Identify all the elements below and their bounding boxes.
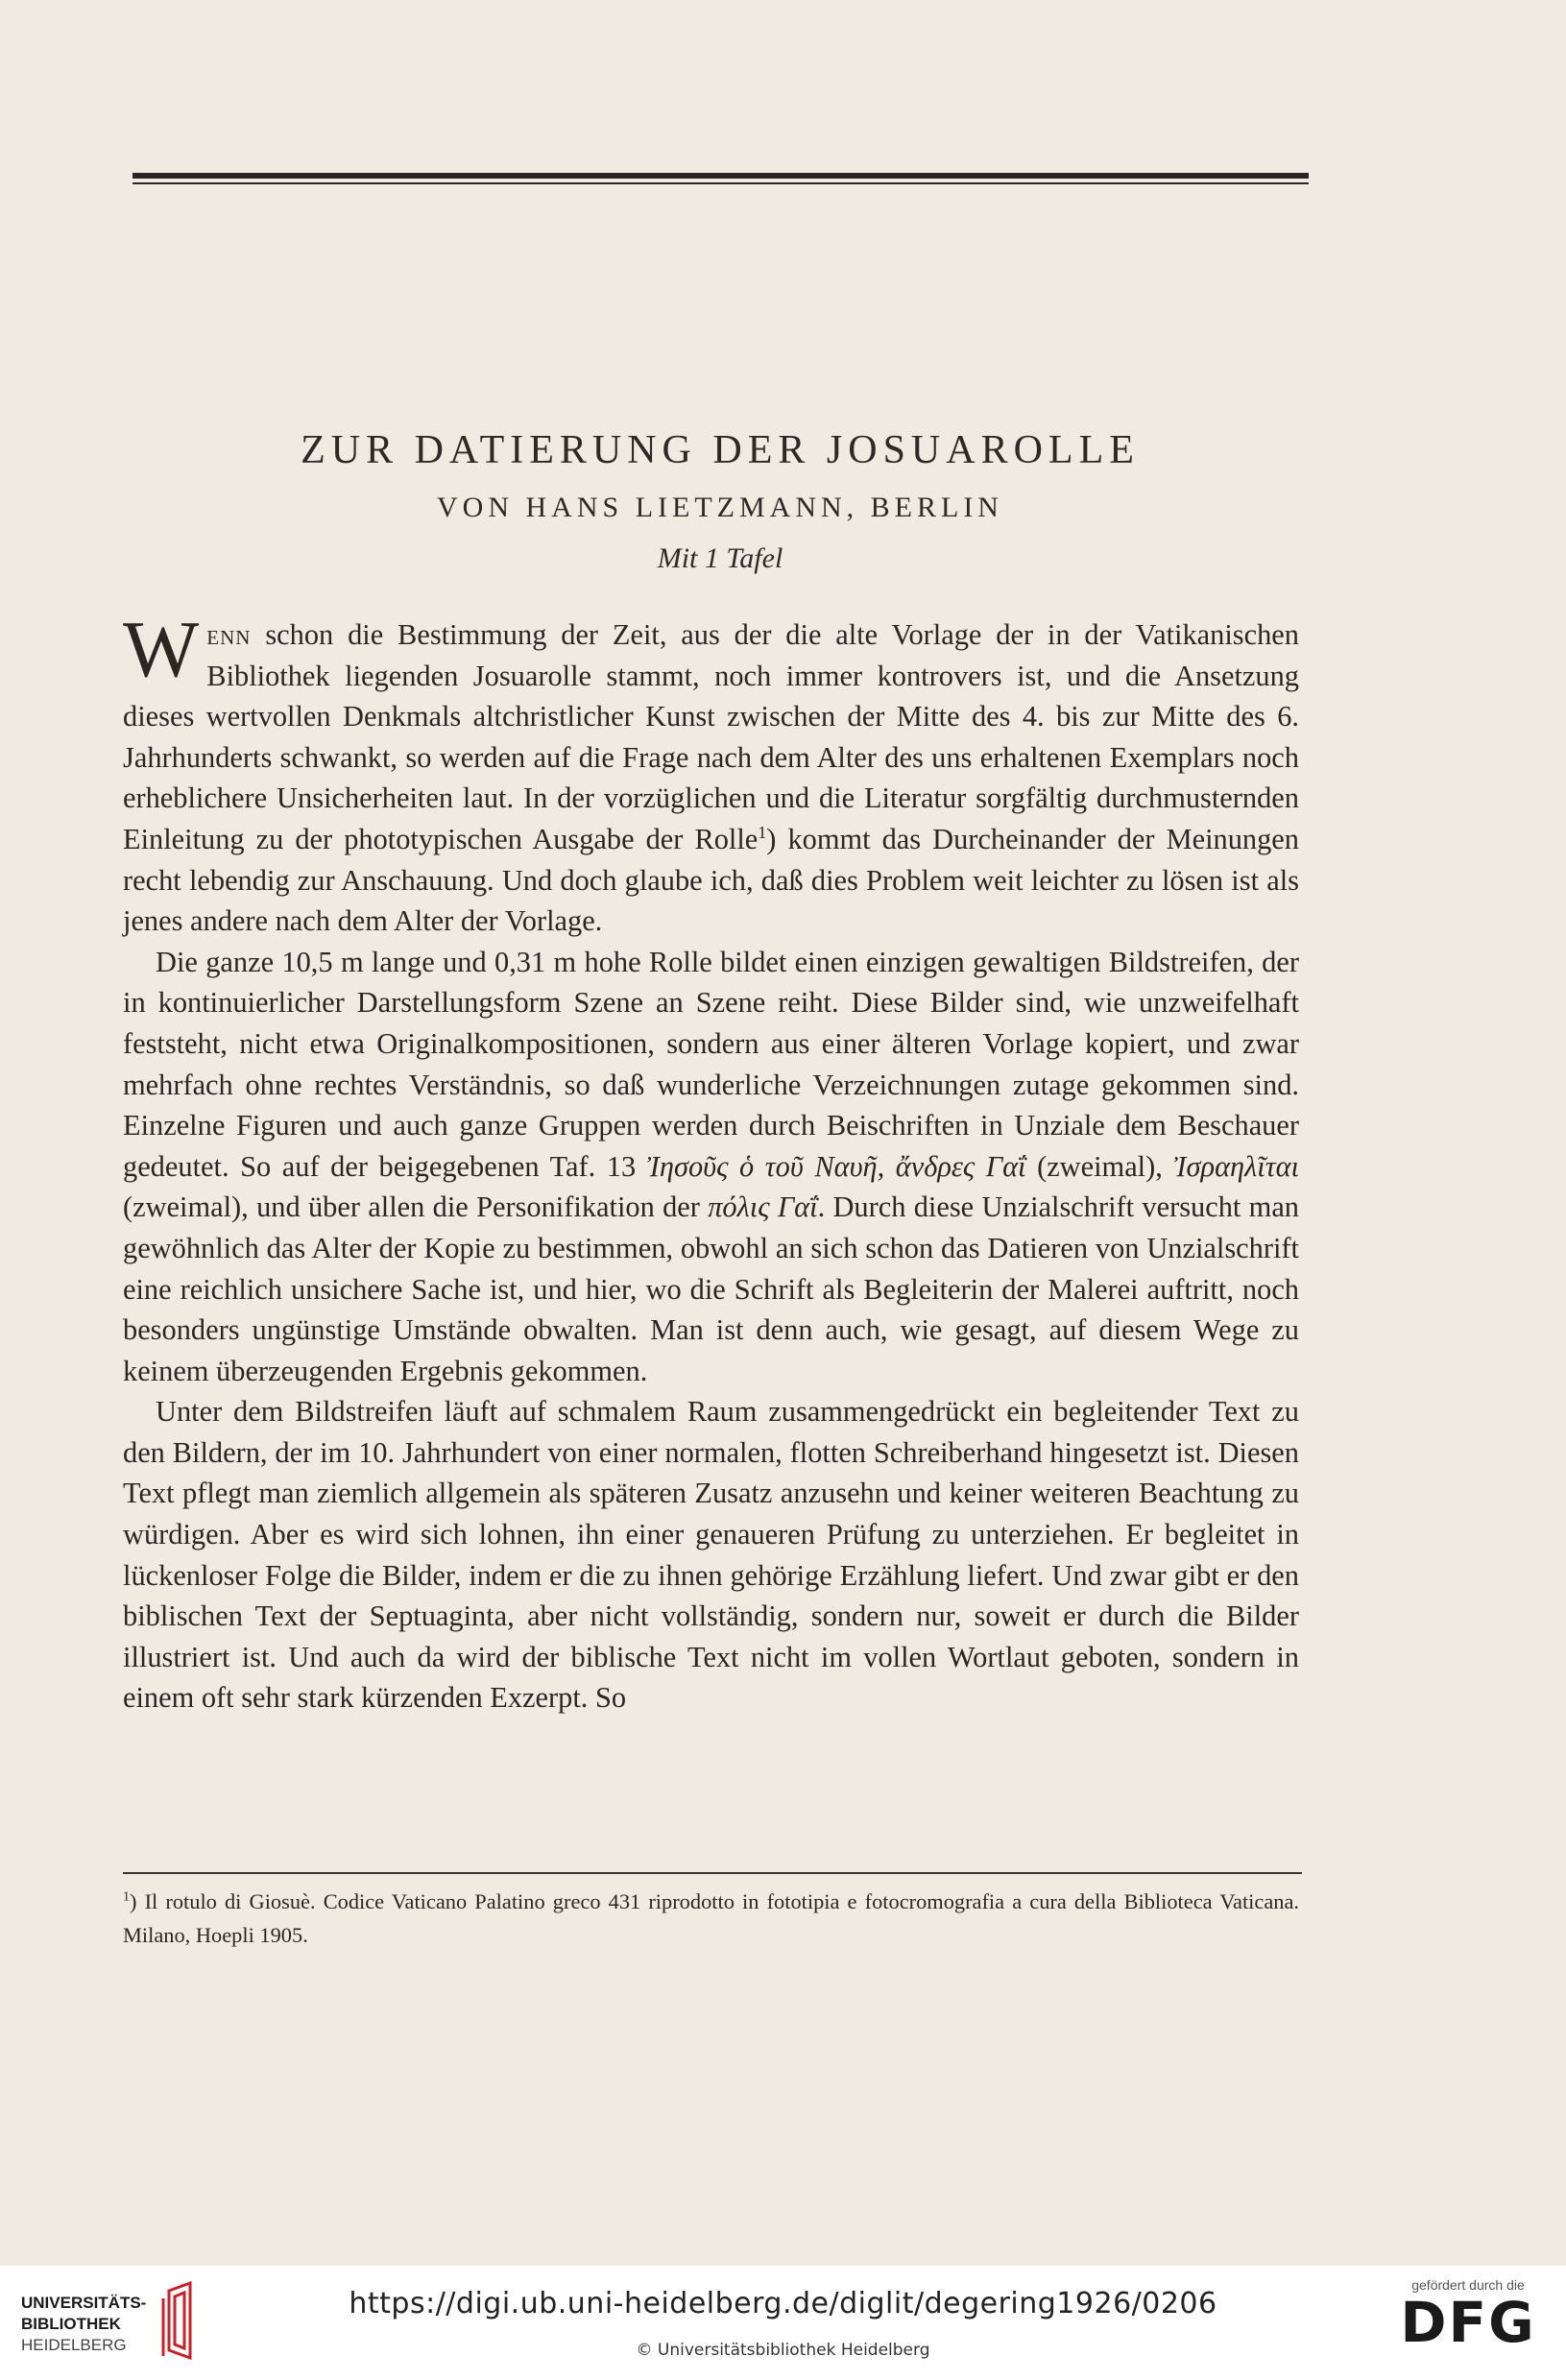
paragraph-2-text-c: (zweimal), und über allen die Personifikation der — [123, 1190, 709, 1224]
article-body — [123, 605, 1300, 1719]
drop-cap: W — [123, 605, 200, 694]
paragraph-2-text-b: (zweimal), — [1025, 1149, 1174, 1183]
library-name-line-1: UNIVERSITÄTS- — [21, 2294, 147, 2312]
paragraph-1 — [123, 605, 1299, 942]
funder-badge[interactable] — [1391, 2277, 1545, 2355]
library-name-line-2: BIBLIOTHEK — [21, 2315, 121, 2333]
dfg-logo: DFG — [1400, 2290, 1536, 2355]
top-rule — [133, 173, 1309, 179]
paragraph-2 — [123, 942, 1299, 1392]
paragraph-2-text-d: . Durch diese Unzialschrift versucht man gewöhnlich das Alter der Kopie zu bestimmen, obwohl an sich schon das Datieren von Unzialschrift eine reichlich unsichere Sache ist, und hier, wo die Schrift als Begleiterin der Malerei auftritt, noch besonders ungünstige Umstände obwalten. Man ist denn auch, wie gesagt, auf diesem Wege zu keinem überzeugenden Ergebnis gekommen. — [123, 1190, 1300, 1387]
paragraph-1-text-a: schon die Bestimmung der Zeit, aus der die alte Vorlage der in der Vatikanischen Bibliothek liegenden Josuarolle stammt, noch immer kontrovers ist, und die Ansetzung dieses wertvollen Denkmals altchristlicher Kunst zwischen der Mitte des 4. bis zur Mitte des 6. Jahrhunderts schwankt, so werden auf die Frage nach dem Alter des uns erhaltenen Exemplars noch erheblichere Unsicherheiten laut. In der vorzüglichen und die Literatur sorgfältig durchmusternden Einleitung zu der phototypischen Ausgabe der Rolle — [123, 618, 1299, 855]
paragraph-2-text-a: Die ganze 10,5 m lange und 0,31 m hohe Rolle bildet einen einzigen gewaltigen Bildstreifen, der in kontinuierlicher Darstellungsform Szene an Szene reiht. Diese Bilder sind, wie unzweifelhaft feststeht, nicht etwa Originalkompositionen, sondern aus einer älteren Vorlage kopiert, und zwar mehrfach ohne rechtes Verständnis, so daß wunderliche Verzeichnungen zutage gekommen sind. Einzelne Figuren und auch ganze Gruppen werden durch Beischriften in Unziale dem Beschauer gedeutet. So auf der beigegebenen Taf. 13 — [123, 945, 1299, 1183]
article-title: ZUR DATIERUNG DER JOSUAROLLE — [301, 428, 1140, 472]
viewer-footer — [0, 2266, 1566, 2380]
greek-inscription-b: Ἰσραηλῖται — [1173, 1149, 1299, 1183]
greek-inscription-c: πόλις Γαΐ — [708, 1190, 818, 1224]
footnote — [123, 1885, 1299, 1952]
smallcaps-word: enn — [206, 618, 252, 651]
footnote-mark: 1 — [123, 1889, 130, 1905]
funded-by-label: gefördert durch die — [1411, 2277, 1525, 2293]
permalink-url[interactable]: https://digi.ub.uni-heidelberg.de/diglit/degering1926/0206 — [349, 2287, 1217, 2320]
paragraph-3: Unter dem Bildstreifen läuft auf schmalem Raum zusammengedrückt ein begleitender Text zu den Bildern, der im 10. Jahrhundert von einer normalen, flotten Schreiberhand hingesetzt ist. Diesen Text pflegt man ziemlich allgemein als späteren Zusatz anzusehn und keiner weiteren Beachtung zu würdigen. Aber es wird sich lohnen, ihn einer genaueren Prüfung zu unterziehen. Er begleitet in lückenloser Folge die Bilder, indem er die zu ihnen gehörige Erzählung liefert. Und zwar gibt er den biblischen Text der Septuaginta, aber nicht vollständig, sondern nur, soweit er durch die Bilder illustriert ist. Und auch da wird der biblische Text nicht im vollen Wortlaut geboten, sondern in einem oft sehr stark kürzenden Exzerpt. So — [123, 1395, 1299, 1715]
greek-inscription-a: Ἰησοῦς ὁ τοῦ Ναυῆ, ἄνδρες Γαΐ — [646, 1149, 1026, 1183]
paragraph-1-text-b: ) kommt das Durcheinander der Meinungen recht lebendig zur Anschauung. Und doch glaube ich, daß dies Problem weit leichter zu lösen ist als jenes andere nach dem Alter der Vorlage. — [123, 822, 1299, 938]
copyright-notice: © Universitätsbibliothek Heidelberg — [636, 2341, 930, 2360]
plate-note: Mit 1 Tafel — [657, 542, 783, 574]
library-name-line-3: HEIDELBERG — [21, 2336, 127, 2354]
footnote-reference[interactable]: 1 — [758, 822, 767, 842]
footnote-text: ) Il rotulo di Giosuè. Codice Vaticano Palatino greco 431 riprodotto in fototipia e fotocromografia a cura della Biblioteca Vaticana. Milano, Hoepli 1905. — [123, 1889, 1299, 1947]
article-author: VON HANS LIETZMANN, BERLIN — [437, 492, 1003, 523]
footnote-rule — [123, 1872, 1302, 1874]
